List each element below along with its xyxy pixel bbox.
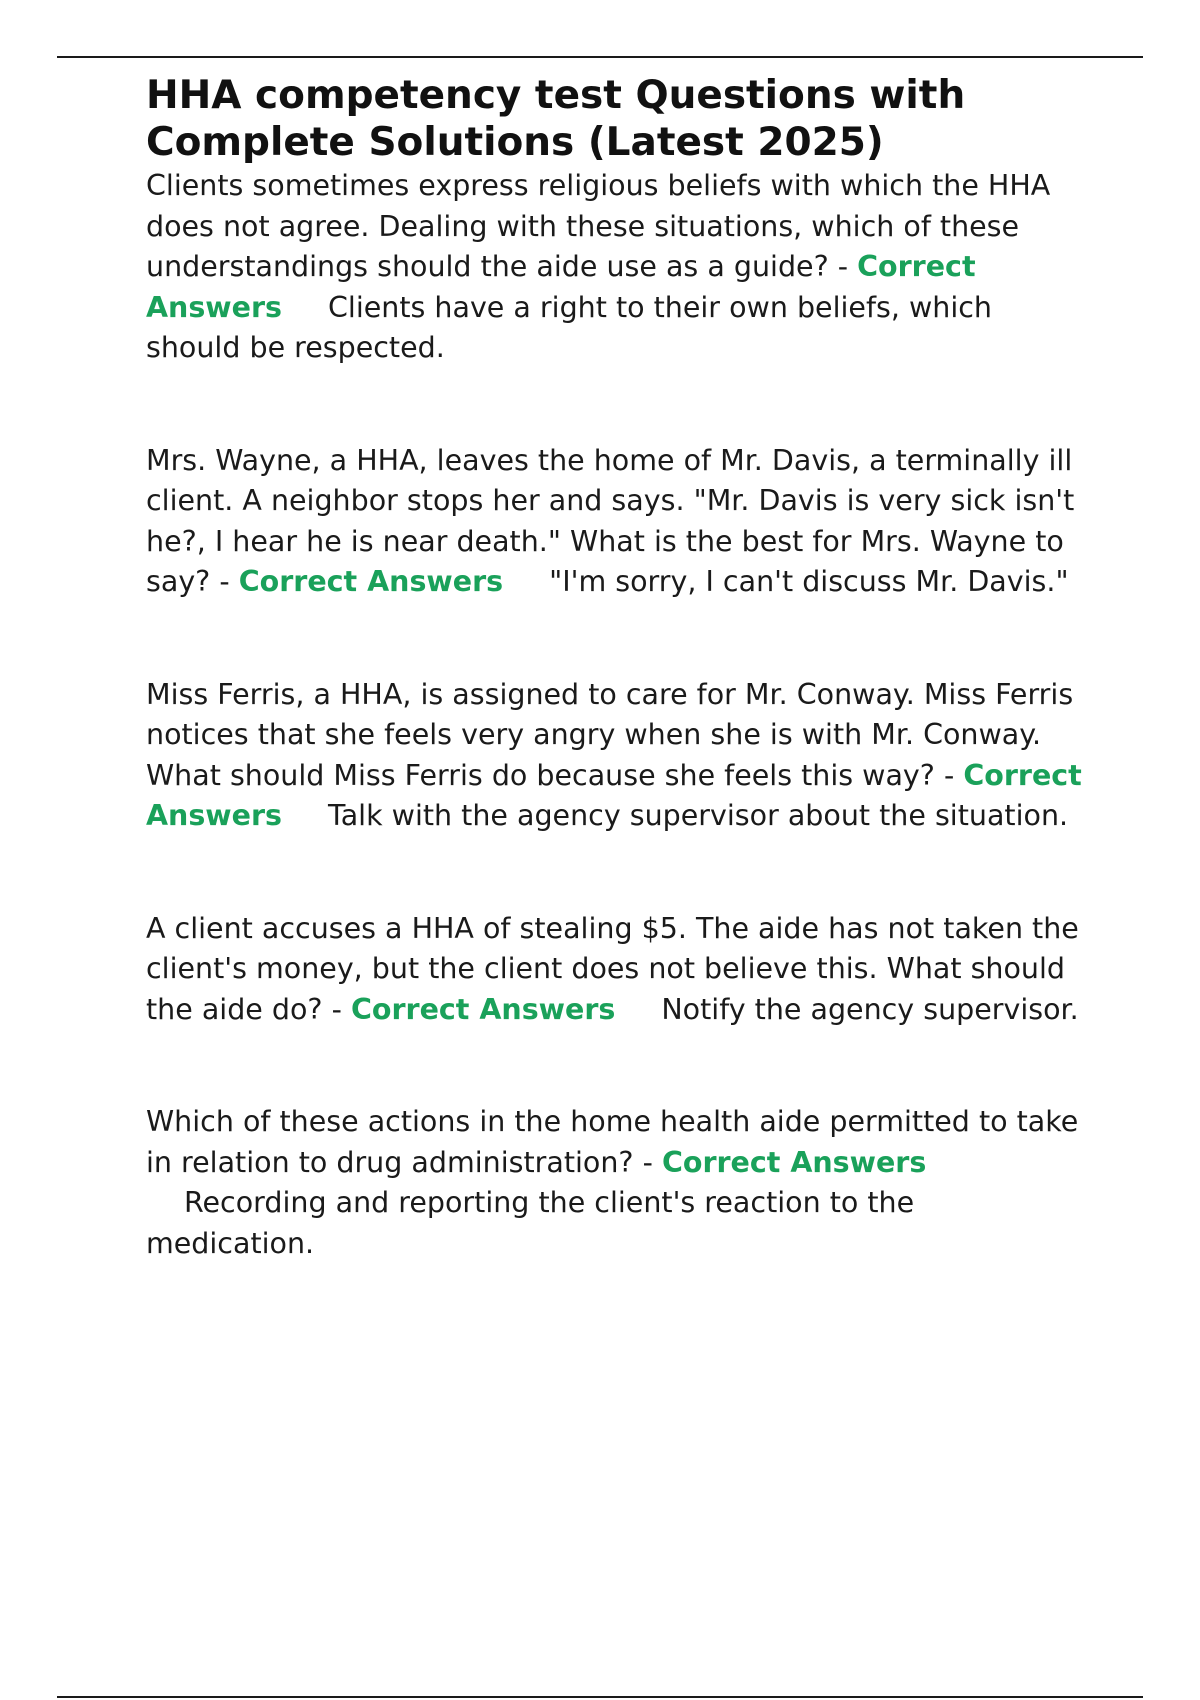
question-text: Which of these actions in the home health aide permitted to take in relation to drug administration? -	[146, 1105, 1079, 1179]
correct-answers-label: Correct Answers	[238, 565, 504, 598]
top-rule	[57, 56, 1143, 58]
qa-item-1	[146, 166, 1086, 369]
correct-answers-label: Correct Answers	[146, 758, 1082, 832]
answer-text: Clients have a right to their own beliefs, which should be respected.	[146, 290, 992, 364]
title-line-1: HHA competency test Questions with	[146, 73, 966, 118]
question-text: Clients sometimes express religious beliefs with which the HHA does not agree. Dealing with these situations, which of these understandings should the aide use as a guide? -	[146, 169, 1051, 283]
correct-answers-label: Correct Answers	[661, 1145, 927, 1179]
qa-item-2	[146, 441, 1086, 603]
qa-item-3	[146, 675, 1086, 837]
correct-answers-label: Correct Answers	[350, 992, 616, 1026]
answer-text: Recording and reporting the client's reaction to the medication.	[146, 1186, 915, 1260]
qa-item-5	[146, 1102, 1086, 1264]
question-text: A client accuses a HHA of stealing $5. The aide has not taken the client's money, but the client does not believe this. What should the aide do? -	[146, 911, 1079, 1026]
question-text: Miss Ferris, a HHA, is assigned to care for Mr. Conway. Miss Ferris notices that she feels very angry when she is with Mr. Conway. What should Miss Ferris do because she feels this way? -	[146, 677, 1074, 792]
bottom-rule	[57, 1696, 1143, 1698]
answer-text: Talk with the agency supervisor about the situation.	[328, 799, 1069, 832]
qa-item-4	[146, 909, 1086, 1031]
answer-text: "I'm sorry, I can't discuss Mr. Davis."	[549, 565, 1069, 598]
question-text: Mrs. Wayne, a HHA, leaves the home of Mr. Davis, a terminally ill client. A neighbor stops her and says. "Mr. Davis is very sick isn't he?, I hear he is near death." What is the best for Mrs. Wayne to say? -	[146, 443, 1075, 598]
document-body	[146, 72, 1086, 1264]
document-title	[146, 72, 1086, 166]
answer-text: Notify the agency supervisor.	[661, 992, 1079, 1026]
title-line-2: Complete Solutions (Latest 2025)	[146, 120, 884, 165]
correct-answers-label: Correct Answers	[146, 250, 976, 324]
